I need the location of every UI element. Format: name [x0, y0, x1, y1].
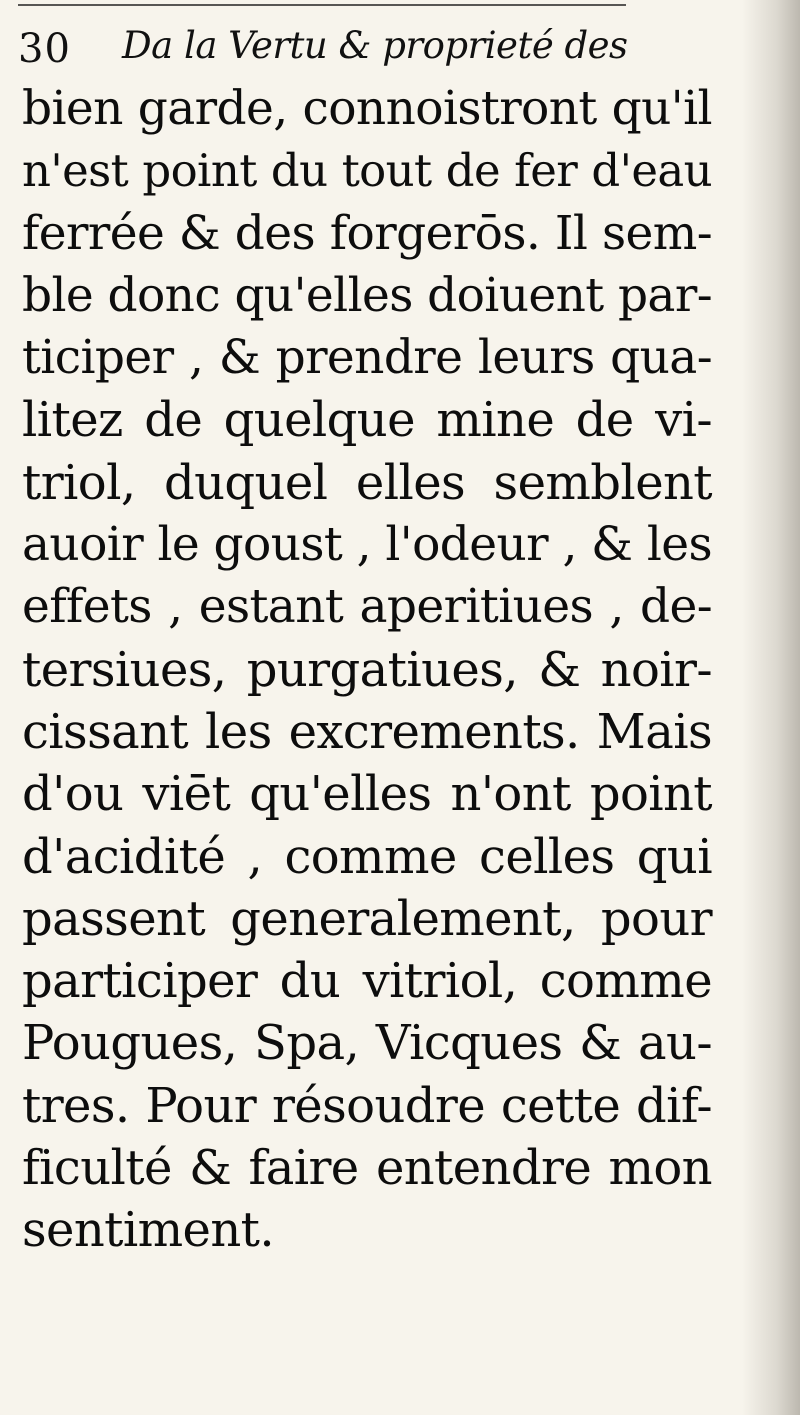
- page-number: 30: [18, 26, 71, 72]
- text-line: auoir le goust , l'odeur , & les: [22, 517, 712, 573]
- text-line: d'acidité , comme celles qui: [22, 828, 712, 885]
- text-line: ticiper , & prendre leurs qua-: [22, 330, 712, 386]
- text-line: sentiment.: [22, 1202, 274, 1259]
- body-text: [22, 78, 712, 1262]
- text-line: tres. Pour résoudre cette dif-: [22, 1077, 712, 1134]
- page-header: [18, 20, 638, 80]
- text-line: bien garde, connoistront qu'il: [22, 81, 712, 136]
- text-line: Pougues, Spa, Vicques & au-: [22, 1015, 712, 1072]
- text-line: litez de quelque mine de vi-: [22, 392, 712, 449]
- text-line: effets , estant aperitiues , de-: [22, 579, 712, 635]
- text-line: ble donc qu'elles doiuent par-: [22, 267, 712, 323]
- text-line: d'ou viēt qu'elles n'ont point: [22, 766, 712, 823]
- text-line: triol, duquel elles semblent: [22, 454, 712, 511]
- text-line: ficulté & faire entendre mon: [22, 1140, 712, 1197]
- text-line: ferrée & des forgerōs. Il sem-: [22, 205, 712, 261]
- text-line: passent generalement, pour: [22, 890, 712, 947]
- text-line: n'est point du tout de fer d'eau: [22, 144, 712, 198]
- text-line: cissant les excrements. Mais: [22, 703, 712, 760]
- text-line: tersiues, purgatiues, & noir-: [22, 641, 712, 698]
- page-edge-shadow: [742, 0, 800, 1415]
- header-rule: [18, 4, 626, 6]
- text-line: participer du vitriol, comme: [22, 953, 712, 1010]
- running-title: Da la Vertu & proprieté des: [122, 24, 628, 67]
